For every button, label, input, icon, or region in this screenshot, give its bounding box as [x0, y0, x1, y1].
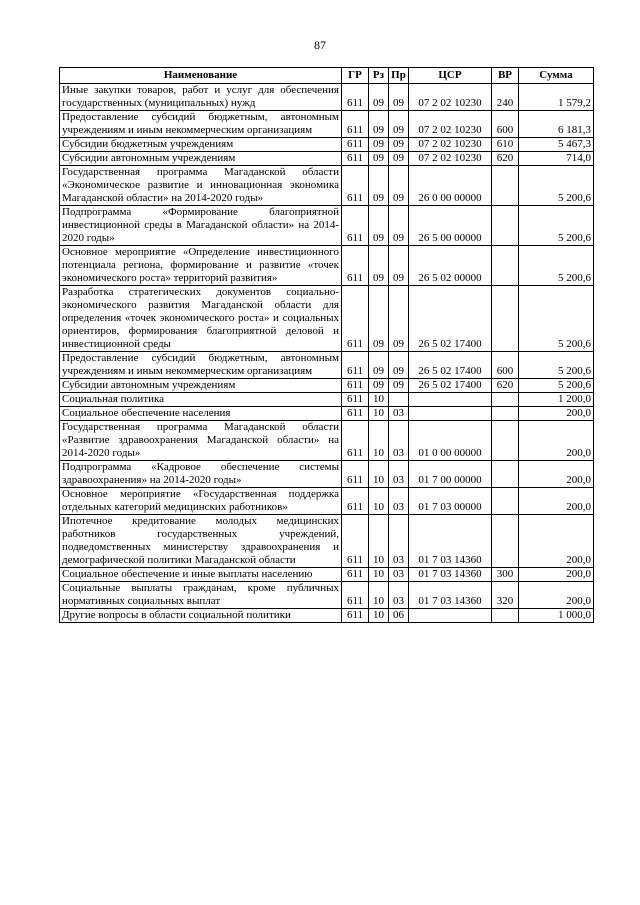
cell-csr: 01 7 03 00000 — [409, 488, 492, 515]
table-header — [60, 68, 594, 84]
header-csr: ЦСР — [409, 68, 492, 84]
cell-rz: 09 — [369, 152, 389, 166]
table-row — [60, 568, 594, 582]
cell-name: Субсидии автономным учреждениям — [60, 152, 342, 166]
cell-csr — [409, 393, 492, 407]
cell-pr: 09 — [389, 246, 409, 286]
cell-sum: 200,0 — [519, 515, 594, 568]
cell-name: Субсидии автономным учреждениям — [60, 379, 342, 393]
cell-rz: 09 — [369, 206, 389, 246]
cell-pr: 03 — [389, 421, 409, 461]
cell-vr: 610 — [492, 138, 519, 152]
table-row — [60, 609, 594, 623]
cell-sum: 200,0 — [519, 421, 594, 461]
cell-pr: 09 — [389, 84, 409, 111]
cell-vr: 240 — [492, 84, 519, 111]
page-number: 87 — [314, 38, 326, 52]
cell-name: Субсидии бюджетным учреждениям — [60, 138, 342, 152]
cell-gr: 611 — [342, 393, 369, 407]
cell-gr: 611 — [342, 488, 369, 515]
cell-name: Социальные выплаты гражданам, кроме публичных нормативных социальных выплат — [60, 582, 342, 609]
cell-name: Подпрограмма «Кадровое обеспечение системы здравоохранения» на 2014-2020 годы» — [60, 461, 342, 488]
cell-vr — [492, 286, 519, 352]
header-pr: Пр — [389, 68, 409, 84]
cell-rz: 10 — [369, 515, 389, 568]
cell-gr: 611 — [342, 515, 369, 568]
table-row — [60, 421, 594, 461]
cell-vr — [492, 609, 519, 623]
cell-csr — [409, 407, 492, 421]
cell-sum: 1 000,0 — [519, 609, 594, 623]
cell-vr — [492, 488, 519, 515]
cell-pr: 09 — [389, 286, 409, 352]
cell-name: Социальное обеспечение населения — [60, 407, 342, 421]
cell-sum: 200,0 — [519, 582, 594, 609]
cell-csr: 26 5 00 00000 — [409, 206, 492, 246]
cell-pr: 03 — [389, 488, 409, 515]
cell-pr: 03 — [389, 582, 409, 609]
cell-csr: 01 0 00 00000 — [409, 421, 492, 461]
cell-sum: 200,0 — [519, 461, 594, 488]
cell-sum: 1 200,0 — [519, 393, 594, 407]
header-row — [60, 68, 594, 84]
table-row — [60, 393, 594, 407]
cell-pr — [389, 393, 409, 407]
cell-pr: 09 — [389, 379, 409, 393]
cell-gr: 611 — [342, 286, 369, 352]
cell-vr: 320 — [492, 582, 519, 609]
cell-csr: 07 2 02 10230 — [409, 111, 492, 138]
cell-vr — [492, 246, 519, 286]
cell-rz: 09 — [369, 138, 389, 152]
cell-pr: 09 — [389, 352, 409, 379]
table-row — [60, 152, 594, 166]
cell-vr — [492, 166, 519, 206]
cell-rz: 10 — [369, 582, 389, 609]
cell-gr: 611 — [342, 609, 369, 623]
header-name: Наименование — [60, 68, 342, 84]
cell-csr: 01 7 03 14360 — [409, 568, 492, 582]
cell-csr: 01 7 03 14360 — [409, 582, 492, 609]
cell-vr — [492, 407, 519, 421]
cell-csr: 01 7 03 14360 — [409, 515, 492, 568]
cell-csr: 07 2 02 10230 — [409, 84, 492, 111]
cell-gr: 611 — [342, 152, 369, 166]
cell-csr: 26 5 02 00000 — [409, 246, 492, 286]
cell-pr: 03 — [389, 568, 409, 582]
cell-gr: 611 — [342, 379, 369, 393]
table-row — [60, 286, 594, 352]
cell-sum: 5 200,6 — [519, 166, 594, 206]
cell-gr: 611 — [342, 111, 369, 138]
table-row — [60, 582, 594, 609]
table-row — [60, 246, 594, 286]
cell-pr: 03 — [389, 407, 409, 421]
table-row — [60, 84, 594, 111]
cell-pr: 06 — [389, 609, 409, 623]
cell-vr — [492, 461, 519, 488]
cell-vr: 620 — [492, 152, 519, 166]
cell-name: Ипотечное кредитование молодых медицинских работников государственных учреждений, подведомственных министерству здравоохранения и демографической политики Магаданской области — [60, 515, 342, 568]
header-sum: Сумма — [519, 68, 594, 84]
cell-csr: 26 5 02 17400 — [409, 379, 492, 393]
cell-vr — [492, 393, 519, 407]
cell-name: Другие вопросы в области социальной политики — [60, 609, 342, 623]
cell-sum: 5 200,6 — [519, 286, 594, 352]
cell-vr — [492, 515, 519, 568]
cell-name: Разработка стратегических документов социально-экономического развития Магаданской области для определения «точек экономического роста» и социальных ориентиров, формирования благоприятной деловой и инвестиционной среды — [60, 286, 342, 352]
cell-pr: 09 — [389, 166, 409, 206]
cell-sum: 200,0 — [519, 568, 594, 582]
cell-vr — [492, 206, 519, 246]
cell-csr: 26 5 02 17400 — [409, 352, 492, 379]
cell-csr: 01 7 00 00000 — [409, 461, 492, 488]
cell-gr: 611 — [342, 246, 369, 286]
cell-rz: 09 — [369, 111, 389, 138]
cell-gr: 611 — [342, 582, 369, 609]
cell-pr: 09 — [389, 206, 409, 246]
cell-sum: 5 467,3 — [519, 138, 594, 152]
cell-vr — [492, 421, 519, 461]
cell-rz: 09 — [369, 84, 389, 111]
cell-rz: 10 — [369, 461, 389, 488]
cell-name: Государственная программа Магаданской области «Развитие здравоохранения Магаданской области» на 2014-2020 годы» — [60, 421, 342, 461]
cell-name: Основное мероприятие «Определение инвестиционного потенциала региона, формирование и развитие «точек экономического роста» территорий развития» — [60, 246, 342, 286]
cell-name: Социальное обеспечение и иные выплаты населению — [60, 568, 342, 582]
cell-gr: 611 — [342, 352, 369, 379]
cell-pr: 09 — [389, 138, 409, 152]
cell-csr: 07 2 02 10230 — [409, 138, 492, 152]
cell-rz: 10 — [369, 407, 389, 421]
cell-name: Предоставление субсидий бюджетным, автономным учреждениям и иным некоммерческим организациям — [60, 352, 342, 379]
table-row — [60, 379, 594, 393]
table-row — [60, 352, 594, 379]
cell-rz: 09 — [369, 379, 389, 393]
table-row — [60, 111, 594, 138]
cell-rz: 10 — [369, 488, 389, 515]
table-row — [60, 461, 594, 488]
cell-gr: 611 — [342, 407, 369, 421]
cell-rz: 09 — [369, 286, 389, 352]
cell-rz: 10 — [369, 421, 389, 461]
cell-rz: 09 — [369, 246, 389, 286]
cell-sum: 5 200,6 — [519, 352, 594, 379]
cell-vr: 600 — [492, 352, 519, 379]
cell-sum: 5 200,6 — [519, 246, 594, 286]
cell-csr: 07 2 02 10230 — [409, 152, 492, 166]
cell-csr — [409, 609, 492, 623]
cell-name: Социальная политика — [60, 393, 342, 407]
table-row — [60, 515, 594, 568]
cell-vr: 620 — [492, 379, 519, 393]
cell-name: Предоставление субсидий бюджетным, автономным учреждениям и иным некоммерческим организациям — [60, 111, 342, 138]
cell-rz: 09 — [369, 352, 389, 379]
table-row — [60, 407, 594, 421]
cell-pr: 03 — [389, 515, 409, 568]
cell-name: Основное мероприятие «Государственная поддержка отдельных категорий медицинских работников» — [60, 488, 342, 515]
cell-sum: 5 200,6 — [519, 206, 594, 246]
cell-gr: 611 — [342, 84, 369, 111]
cell-gr: 611 — [342, 206, 369, 246]
cell-rz: 10 — [369, 568, 389, 582]
cell-name: Иные закупки товаров, работ и услуг для обеспечения государственных (муниципальных) нужд — [60, 84, 342, 111]
cell-sum: 200,0 — [519, 488, 594, 515]
cell-vr: 600 — [492, 111, 519, 138]
cell-rz: 10 — [369, 609, 389, 623]
budget-table — [59, 67, 594, 623]
cell-pr: 09 — [389, 111, 409, 138]
cell-pr: 03 — [389, 461, 409, 488]
cell-name: Государственная программа Магаданской области «Экономическое развитие и инновационная экономика Магаданской области» на 2014-2020 годы» — [60, 166, 342, 206]
cell-csr: 26 0 00 00000 — [409, 166, 492, 206]
cell-pr: 09 — [389, 152, 409, 166]
cell-rz: 09 — [369, 166, 389, 206]
table-row — [60, 206, 594, 246]
cell-sum: 714,0 — [519, 152, 594, 166]
table-row — [60, 488, 594, 515]
cell-vr: 300 — [492, 568, 519, 582]
table-row — [60, 138, 594, 152]
cell-sum: 6 181,3 — [519, 111, 594, 138]
header-vr: ВР — [492, 68, 519, 84]
cell-sum: 5 200,6 — [519, 379, 594, 393]
table-body — [60, 84, 594, 623]
cell-gr: 611 — [342, 166, 369, 206]
cell-gr: 611 — [342, 568, 369, 582]
cell-rz: 10 — [369, 393, 389, 407]
header-rz: Рз — [369, 68, 389, 84]
cell-gr: 611 — [342, 138, 369, 152]
cell-csr: 26 5 02 17400 — [409, 286, 492, 352]
cell-sum: 200,0 — [519, 407, 594, 421]
cell-gr: 611 — [342, 461, 369, 488]
cell-name: Подпрограмма «Формирование благоприятной инвестиционной среды в Магаданской области» на 2014-2020 годы» — [60, 206, 342, 246]
cell-gr: 611 — [342, 421, 369, 461]
header-gr: ГР — [342, 68, 369, 84]
table-row — [60, 166, 594, 206]
cell-sum: 1 579,2 — [519, 84, 594, 111]
